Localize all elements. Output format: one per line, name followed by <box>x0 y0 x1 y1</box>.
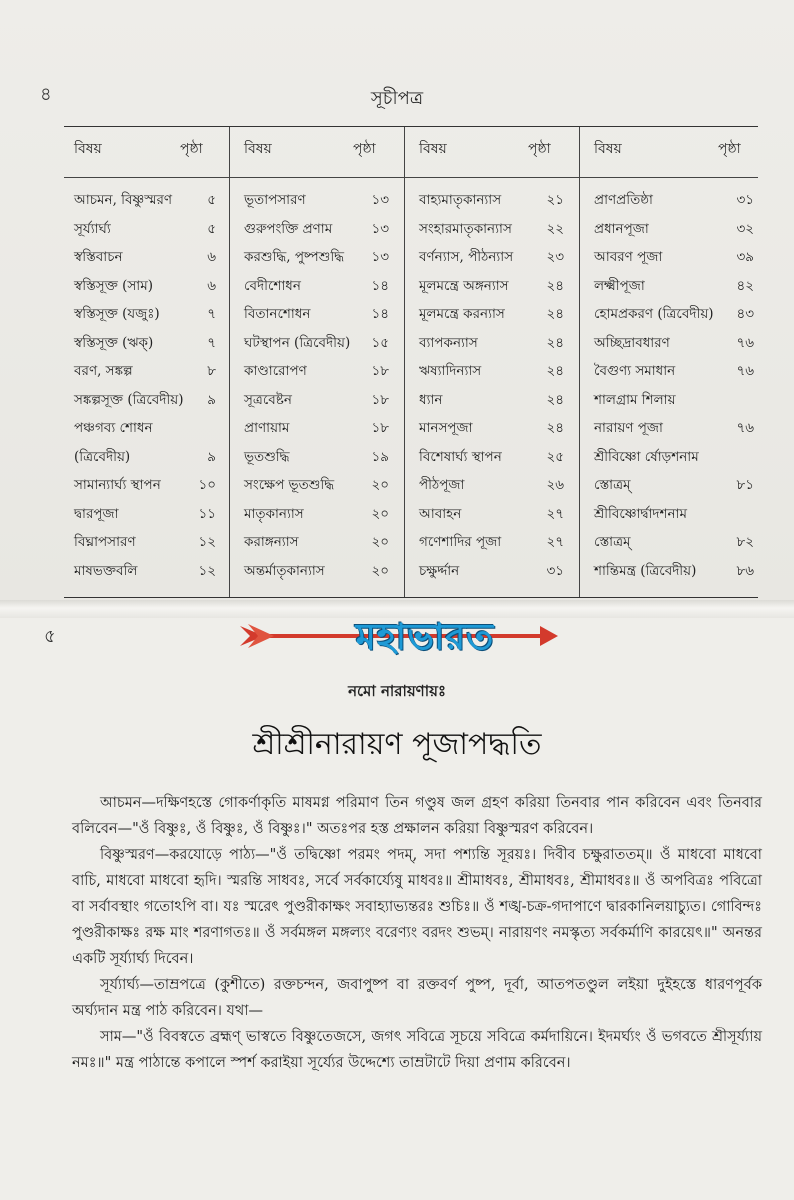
toc-entry-subject: শালগ্রাম শিলায় <box>594 391 676 408</box>
toc-header-subject: বিষয় <box>74 141 102 157</box>
mahabharat-logo-text: মহাভারত <box>355 617 495 658</box>
toc-entry-page: ৩২ <box>736 220 754 237</box>
paragraph-vishnusmaran: বিষ্ণুস্মরণ—করযোড়ে পাঠ্য—"ওঁ তদ্বিষ্ণো পরমং পদম্, সদা পশ্যন্তি সূরয়ঃ। দিবীব চক্ষুরাততম্॥ ওঁ মাধবো মাধবো বাচি, মাধবো মাধবো হৃদি। স্মরন্তি সাধবঃ, সর্বে সর্বকার্য্যেষু মাধবঃ॥ শ্রীমাধবঃ, শ্রীমাধবঃ, শ্রীমাধবঃ॥ ওঁ অপবিত্রঃ পবিত্রো বা সর্বাবস্থাং গতোঽপি বা। যঃ স্মরেৎ পুণ্ডরীকাক্ষং সবাহ্যাভ্যন্তরঃ শুচিঃ॥ ওঁ শঙ্খ-চক্র-গদাপাণে দ্বারকানিলয়াচ্যুত। গোবিন্দঃ পুণ্ডরীকাক্ষঃ রক্ষ মাং শরণাগতঃ॥ ওঁ সর্বমঙ্গল মঙ্গল্যং বরেণ্যং বরদং শুভম্। নারায়ণং নমস্কৃত্য সর্বকর্মাণি কারয়েৎ॥" অনন্তর একটি সূর্য্যার্ঘ্য দিবেন। <box>72 847 762 967</box>
toc-entry-page: ২১ <box>546 192 564 208</box>
toc-entry-subject: গণেশাদির পূজা <box>419 534 502 550</box>
toc-entry-subject: বেদীশোধন <box>244 277 301 294</box>
paragraph-suryarghya: সূর্য্যার্ঘ্য—তাম্রপত্রে (কুশীতে) রক্তচন্দন, জবাপুষ্প বা রক্তবর্ণ পুষ্প, দূর্বা, আতপতণ্ডুল লইয়া দুইহস্তে ধারণপূর্বক অর্ঘ্যদান মন্ত্র পাঠ করিবেন। যথা— <box>72 977 762 1019</box>
toc-entry-page: ৮৬ <box>736 562 754 579</box>
toc-header-page: পৃষ্ঠা <box>718 141 741 157</box>
toc-entry-subject: বিশেষার্ঘ্য স্থাপন <box>419 448 502 465</box>
toc-entry-page: ২০ <box>371 534 389 550</box>
toc-header-subject: বিষয় <box>594 141 622 157</box>
page-title: শ্রীশ্রীনারায়ণ পূজাপদ্ধতি <box>252 727 542 762</box>
toc-entry-page: ১০ <box>198 477 216 493</box>
toc-entry-subject: সামান্যার্ঘ্য স্থাপন <box>74 477 161 493</box>
toc-entry-subject: শ্রীবিষ্ণো র্ষোড়শনাম <box>594 448 699 465</box>
toc-entry-page: ১৩ <box>371 249 389 265</box>
toc-entry-subject: সূত্রবেষ্টন <box>244 391 292 408</box>
toc-table <box>64 126 758 598</box>
toc-entry-subject: স্বস্তিসূক্ত (ঋক্) <box>74 334 154 351</box>
toc-entry-page: ২৭ <box>546 534 564 550</box>
toc-entry-page: ১৪ <box>371 277 389 294</box>
toc-entry-subject: গুরুপংক্তি প্রণাম <box>244 220 333 237</box>
toc-entry-page: ২৪ <box>546 391 564 408</box>
toc-entry-subject: স্তোত্রম্ <box>594 534 631 550</box>
toc-entry-page: ৩১ <box>546 562 564 579</box>
toc-entry-page: ৪২ <box>736 277 754 294</box>
toc-entry-page: ২৪ <box>546 420 564 436</box>
toc-entry-subject: করাঙ্গন্যাস <box>244 534 299 550</box>
toc-entry-subject: আবরণ পূজা <box>594 249 663 265</box>
content-page-number: ৫ <box>44 626 56 647</box>
toc-entry-subject: সূর্য্যার্ঘ্য <box>74 220 111 237</box>
toc-entry-page: ৬ <box>207 277 216 294</box>
toc-header-rule <box>64 177 758 178</box>
toc-entry-page: ১৯ <box>371 448 389 465</box>
toc-entry-page: ৩১ <box>736 192 754 208</box>
toc-entry-page: ১৩ <box>371 192 389 208</box>
toc-entry-subject: সংহারমাতৃকান্যাস <box>419 220 512 237</box>
toc-entry-subject: সংক্ষেপ ভূতশুদ্ধি <box>244 477 335 493</box>
toc-entry-subject: পঞ্চগব্য শোধন <box>74 420 153 436</box>
toc-entry-page: ২২ <box>546 220 564 237</box>
toc-entry-page: ৭ <box>207 334 216 351</box>
toc-entry-page: ৪৩ <box>736 306 754 322</box>
toc-entry-page: ৮২ <box>736 534 754 550</box>
toc-entry-subject: স্তোত্রম্ <box>594 477 631 493</box>
toc-entry-subject: ভূতশুদ্ধি <box>244 448 290 465</box>
toc-entry-page: ১৫ <box>371 334 389 351</box>
toc-entry-subject: বর্ণন্যাস, পীঠন্যাস <box>419 249 514 265</box>
toc-entry-subject: প্রাণায়াম <box>244 420 290 436</box>
toc-header-subject: বিষয় <box>244 141 272 157</box>
toc-entry-subject: অন্তর্মাতৃকান্যাস <box>244 562 325 579</box>
toc-entry-subject: মূলমন্ত্রে অঙ্গন্যাস <box>419 277 509 294</box>
toc-entry-subject: চক্ষুর্দ্দান <box>419 562 460 579</box>
toc-entry-subject: (ত্রিবেদীয়) <box>74 448 131 465</box>
toc-entry-page: ২৪ <box>546 363 564 379</box>
toc-entry-page: ১৩ <box>371 220 389 237</box>
toc-entry-subject: দ্বারপূজা <box>74 505 119 522</box>
toc-entry-page: ২৫ <box>546 448 564 465</box>
toc-entry-subject: ঘটস্থাপন (ত্রিবেদীয়) <box>244 334 351 351</box>
body-text <box>72 790 762 1076</box>
toc-entry-page: ২০ <box>371 505 389 522</box>
toc-page-number: ৪ <box>40 84 52 105</box>
toc-entry-subject: শান্তিমন্ত্র (ত্রিবেদীয়) <box>594 562 697 579</box>
toc-entry-subject: আচমন, বিষ্ণুস্মরণ <box>74 192 173 208</box>
toc-entry-page: ২৪ <box>546 306 564 322</box>
toc-entry-subject: প্রধানপূজা <box>594 220 649 237</box>
toc-heading: সূচীপত্র <box>370 88 424 109</box>
toc-entry-page: ২৩ <box>546 249 564 265</box>
toc-header-page: পৃষ্ঠা <box>528 141 551 157</box>
toc-entry-subject: বরণ, সঙ্কল্প <box>74 363 133 379</box>
toc-entry-subject: বাহ্যমাতৃকান্যাস <box>419 192 502 208</box>
toc-entry-subject: নারায়ণ পূজা <box>594 420 663 436</box>
toc-entry-subject: স্বস্তিসূক্ত (যজুঃ) <box>74 306 160 322</box>
toc-entry-page: ৮ <box>207 363 216 379</box>
toc-entry-page: ৭৬ <box>736 420 754 436</box>
salutation: নমো নারায়ণায়ঃ <box>348 682 446 700</box>
toc-column-divider <box>229 127 230 597</box>
toc-entry-subject: করশুদ্ধি, পুষ্পশুদ্ধি <box>244 249 345 265</box>
toc-entry-page: ৭৬ <box>736 334 754 351</box>
toc-entry-subject: ব্যাপকন্যাস <box>419 334 478 351</box>
toc-entry-subject: আবাহন <box>419 505 462 522</box>
toc-entry-page: ৫ <box>207 192 216 208</box>
toc-entry-subject: পীঠপূজা <box>419 477 465 493</box>
toc-entry-page: ২৬ <box>546 477 564 493</box>
toc-entry-page: ১৪ <box>371 306 389 322</box>
toc-entry-page: ৭ <box>207 306 216 322</box>
toc-entry-page: ৫ <box>207 220 216 237</box>
toc-entry-page: ৯ <box>207 448 216 465</box>
toc-column-divider <box>404 127 405 597</box>
toc-entry-page: ২০ <box>371 562 389 579</box>
toc-entry-subject: ধ্যান <box>419 391 443 408</box>
toc-entry-subject: ঋষ্যাদিন্যাস <box>419 363 482 379</box>
toc-entry-subject: বিতানশোধন <box>244 306 311 322</box>
paragraph-achaman: আচমন—দক্ষিণহস্তে গোকর্ণাকৃতি মাষমগ্ন পরিমাণ তিন গণ্ডুষ জল গ্রহণ করিয়া তিনবার পান করিবেন এবং তিনবার বলিবেন—"ওঁ বিষ্ণুঃ, ওঁ বিষ্ণুঃ, ওঁ বিষ্ণুঃ।" অতঃপর হস্ত প্রক্ষালন করিয়া বিষ্ণুস্মরণ করিবেন। <box>72 795 762 837</box>
toc-entry-subject: ভূতাপসারণ <box>244 192 306 208</box>
toc-entry-subject: মাতৃকান্যাস <box>244 505 304 522</box>
toc-entry-page: ১৮ <box>371 420 389 436</box>
toc-entry-page: ৬ <box>207 249 216 265</box>
paragraph-sam: সাম—"ওঁ বিবস্বতে ব্রহ্মণ্ ভাস্বতে বিষ্ণুতেজসে, জগৎ সবিত্রে সূচয়ে সবিত্রে কর্মদায়িনে। ইদমর্ঘ্যং ওঁ ভগবতে শ্রীসূর্য্যায় নমঃ॥" মন্ত্র পাঠান্তে কপালে স্পর্শ করাইয়া সূর্য্যের উদ্দেশ্যে তাম্রটাটে দিয়া প্রণাম করিবেন। <box>72 1029 762 1071</box>
toc-entry-subject: কাণ্ডারোপণ <box>244 363 307 379</box>
toc-entry-subject: হোমপ্রকরণ (ত্রিবেদীয়) <box>594 306 714 322</box>
toc-entry-subject: প্রাণপ্রতিষ্ঠা <box>594 192 653 208</box>
toc-header-page: পৃষ্ঠা <box>353 141 376 157</box>
toc-entry-page: ২৭ <box>546 505 564 522</box>
toc-entry-page: ৭৬ <box>736 363 754 379</box>
toc-entry-subject: মাষভক্তবলি <box>74 562 138 579</box>
toc-entry-subject: মানসপূজা <box>419 420 473 436</box>
toc-entry-page: ২০ <box>371 477 389 493</box>
toc-entry-page: ১২ <box>198 534 216 550</box>
toc-entry-subject: সঙ্কল্পসূক্ত (ত্রিবেদীয়) <box>74 391 184 408</box>
toc-entry-page: ১১ <box>198 505 216 522</box>
toc-entry-page: ৯ <box>207 391 216 408</box>
toc-header-page: পৃষ্ঠা <box>180 141 203 157</box>
toc-entry-page: ১২ <box>198 562 216 579</box>
toc-entry-subject: মূলমন্ত্রে করন্যাস <box>419 306 505 322</box>
toc-entry-subject: লক্ষ্মীপূজা <box>594 277 645 294</box>
toc-entry-subject: স্বস্তিসূক্ত (সাম) <box>74 277 153 294</box>
toc-header-subject: বিষয় <box>419 141 447 157</box>
toc-entry-page: ১৮ <box>371 391 389 408</box>
toc-entry-page: ৮১ <box>736 477 754 493</box>
toc-entry-subject: অচ্ছিদ্রাবধারণ <box>594 334 670 351</box>
toc-entry-subject: শ্রীবিষ্ণোর্দ্বাদশনাম <box>594 505 687 522</box>
toc-entry-subject: বিঘ্নাপসারণ <box>74 534 136 550</box>
toc-entry-page: ১৮ <box>371 363 389 379</box>
toc-entry-subject: স্বস্তিবাচন <box>74 249 123 265</box>
toc-entry-page: ৩৯ <box>736 249 754 265</box>
toc-entry-page: ২৪ <box>546 277 564 294</box>
toc-entry-page: ২৪ <box>546 334 564 351</box>
toc-column-divider <box>579 127 580 597</box>
toc-entry-subject: বৈগুণ্য সমাধান <box>594 363 676 379</box>
